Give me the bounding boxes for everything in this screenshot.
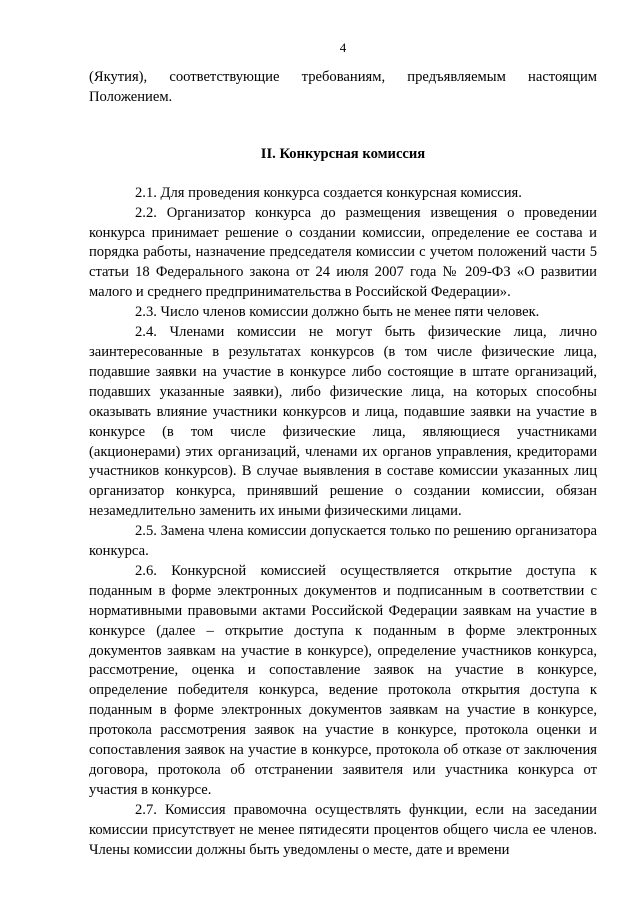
paragraph-2-4: 2.4. Членами комиссии не могут быть физические лица, лично заинтересованные в результатах конкурсов (в том числе физические лица, подавшие заявки на участие в конкурсе либо состоящие в штате организаций, подавших указанные заявки), либо физические лица, на которых способны оказывать влияние участники конкурсов и лица, подавшие заявки на участие в конкурсе (в том числе физические лица, являющиеся участниками (акционерами) этих организаций, членами их органов управления, кредиторами участников конкурсов). В случае выявления в составе комиссии указанных лиц организатор конкурса, принявший решение о создании комиссии, обязан незамедлительно заменить их иными физическими лицами. (89, 324, 597, 520)
page-number: 4 (339, 40, 347, 55)
document-body (89, 68, 597, 861)
paragraph-2-6: 2.6. Конкурсной комиссией осуществляется открытие доступа к поданным в форме электронных документов и подписанным в соответствии с нормативными правовыми актами Российской Федерации заявкам на участие в конкурсе (далее – открытие доступа к поданным в форме электронных документов заявкам на участие в конкурсе), определение участников конкурса, рассмотрение, оценка и сопоставление заявок на участие в конкурсе, определение победителя конкурса, ведение протокола открытия доступа к поданным в форме электронных документов заявкам на участие в конкурсе, протокола рассмотрения заявок на участие в конкурсе, протокола оценки и сопоставления заявок на участие в конкурсе, протокола об отказе от заключения договора, протокола об отстранении заявителя или участника конкурса от участия в конкурсе. (89, 562, 597, 798)
section-heading: II. Конкурсная комиссия (260, 145, 426, 162)
paragraph-2-1: 2.1. Для проведения конкурса создается конкурсная комиссия. (135, 184, 522, 201)
paragraph-2-2: 2.2. Организатор конкурса до размещения извещения о проведении конкурса принимает решение о создании комиссии, определение ее состава и порядка работы, назначение председателя комиссии с учетом положений части 5 статьи 18 Федерального закона от 24 июля 2007 года № 209-ФЗ «О развитии малого и среднего предпринимательства в Российской Федерации». (89, 204, 597, 301)
paragraph-2-7: 2.7. Комиссия правомочна осуществлять функции, если на заседании комиссии присутствует не менее пятидесяти процентов общего числа ее членов. Члены комиссии должны быть уведомлены о месте, дате и времени (89, 801, 597, 858)
paragraph-2-3: 2.3. Число членов комиссии должно быть не менее пяти человек. (135, 304, 540, 321)
paragraph-2-5: 2.5. Замена члена комиссии допускается только по решению организатора конкурса. (89, 523, 597, 560)
continuation-paragraph: (Якутия), соответствующие требованиям, предъявляемым настоящим Положением. (89, 69, 597, 105)
